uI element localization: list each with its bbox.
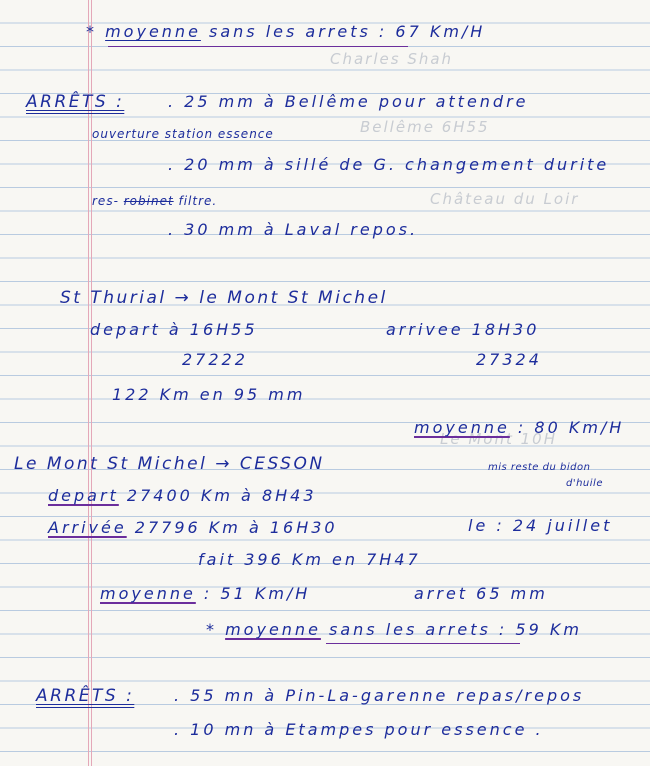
stop-line: . 20 mm à sillé de G. changement durite <box>168 155 610 174</box>
date: le : 24 juillet <box>468 516 613 535</box>
distance-line: 122 Km en 95 mm <box>112 385 306 404</box>
arrival-time: arrivee 18H30 <box>386 320 540 339</box>
stop-text: filtre. <box>178 194 218 208</box>
purple-underline <box>108 46 408 47</box>
average-value: : 80 Km/H <box>517 418 625 437</box>
asterisk: * <box>206 620 217 639</box>
route-heading: Le Mont St Michel → CESSON <box>14 454 325 474</box>
margin-line <box>88 0 89 766</box>
average-no-stops-line <box>206 620 582 640</box>
top-average-line <box>86 22 485 42</box>
struck-word: robinet <box>123 194 174 208</box>
average-line <box>414 418 624 438</box>
odometer-start: 27222 <box>182 350 248 369</box>
depart-label: depart <box>48 486 119 505</box>
average-text: sans les arrets : 67 Km/H <box>209 22 486 41</box>
average-label: moyenne <box>414 418 510 437</box>
stop-line: . 55 mn à Pin-La-garenne repas/repos <box>174 686 585 705</box>
average-label: moyenne <box>105 22 201 41</box>
margin-line <box>91 0 92 766</box>
average-value: : 51 Km/H <box>203 584 311 603</box>
average-line <box>100 584 310 604</box>
arrival-line <box>48 518 338 538</box>
total-line: fait 396 Km en 7H47 <box>198 550 421 569</box>
bleed-through-text: Charles Shah <box>330 50 454 68</box>
depart-time: depart à 16H55 <box>90 320 258 339</box>
average-label: moyenne <box>100 584 196 603</box>
stop-line: ouverture station essence <box>92 127 274 141</box>
arrival-value: 27796 Km à 16H30 <box>134 518 338 537</box>
stops-heading: ARRÊTS : <box>26 92 125 112</box>
depart-line <box>48 486 317 506</box>
odometer-end: 27324 <box>476 350 542 369</box>
stop-line: . 30 mm à Laval repos. <box>168 220 419 239</box>
asterisk: * <box>86 22 97 41</box>
purple-underline <box>326 643 520 644</box>
bleed-through-text: Château du Loir <box>430 190 580 208</box>
margin-note: mis reste du bidon <box>488 462 591 473</box>
average-text: sans les arrets : 59 Km <box>329 620 582 639</box>
margin-note: d'huile <box>566 478 603 489</box>
stop-line: . 25 mm à Bellême pour attendre <box>168 92 529 111</box>
stops-heading: ARRÊTS : <box>36 686 135 706</box>
stop-line <box>92 191 217 211</box>
average-label: moyenne <box>225 620 321 639</box>
stop-total: arret 65 mm <box>414 584 548 603</box>
stop-text: res- <box>92 194 119 208</box>
bleed-through-text: Bellême 6H55 <box>360 118 490 136</box>
stop-line: . 10 mn à Etampes pour essence . <box>174 720 544 739</box>
bleed-through-text: Le Mont 10H <box>440 430 557 448</box>
arrival-label: Arrivée <box>48 518 127 537</box>
route-heading: St Thurial → le Mont St Michel <box>60 288 388 308</box>
depart-value: 27400 Km à 8H43 <box>126 486 317 505</box>
